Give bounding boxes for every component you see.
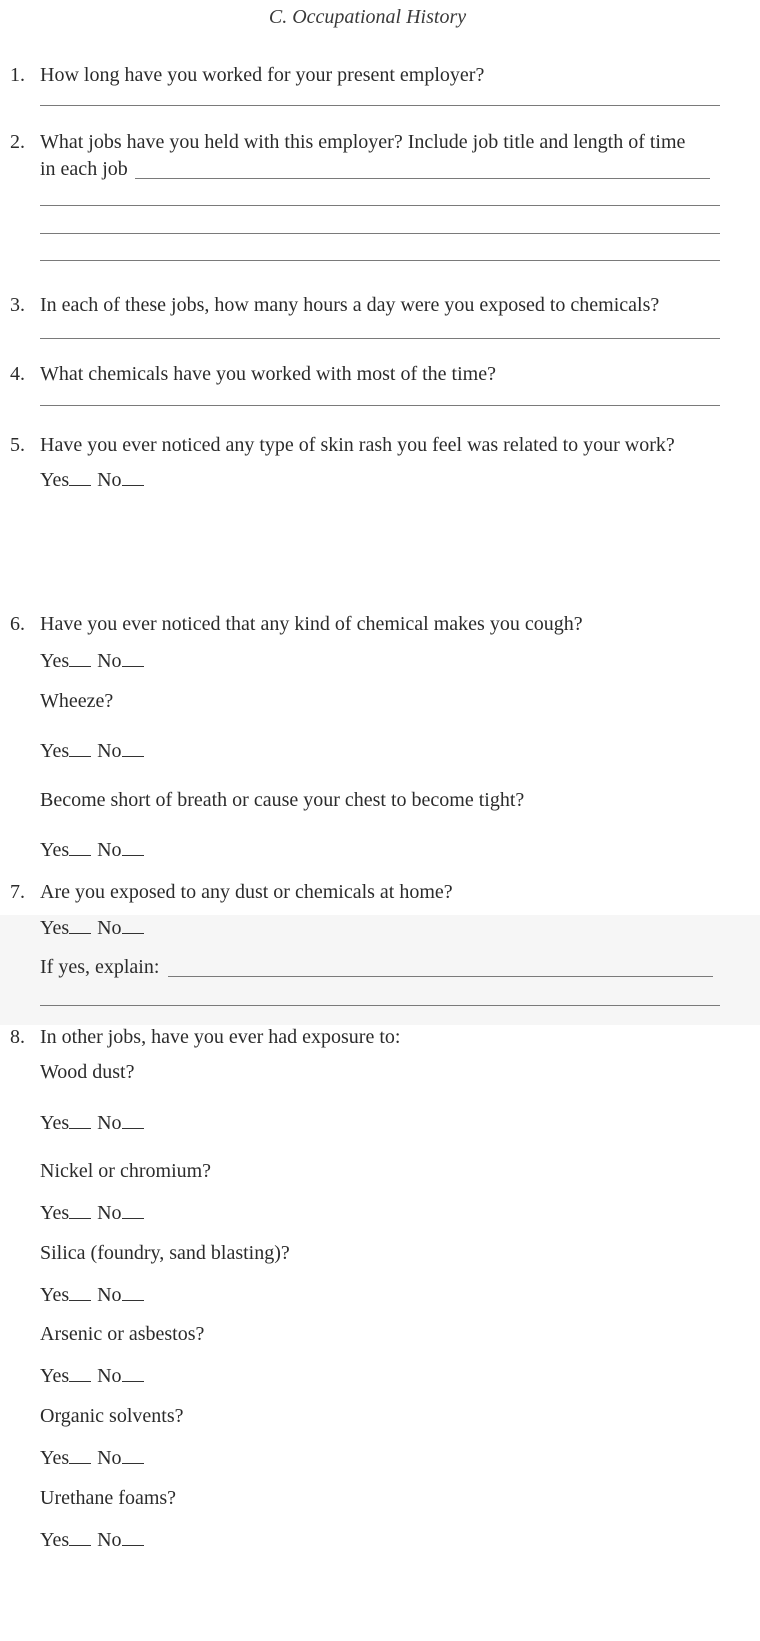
yes-no-field[interactable]: Yes No [40,837,144,862]
question-text: What jobs have you held with this employer? Include job title and length of time [40,131,686,153]
sub-question: Nickel or chromium? [40,1160,212,1182]
answer-line[interactable] [40,260,720,261]
sub-question: Organic solvents? [40,1405,184,1427]
question-number: 8. [10,1026,25,1048]
question-number: 3. [10,294,25,316]
question-text-cont: in each job [40,158,128,180]
section-title: C. Occupational History [268,6,467,28]
sub-question: Silica (foundry, sand blasting)? [40,1242,290,1264]
yes-no-field[interactable]: Yes No [40,1363,144,1388]
yes-no-field[interactable]: Yes No [40,1282,144,1307]
sub-question: Wood dust? [40,1061,135,1083]
yes-no-field[interactable]: Yes No [40,915,144,940]
yes-no-field[interactable]: Yes No [40,648,144,673]
sub-question: Arsenic or asbestos? [40,1323,205,1345]
answer-line[interactable] [40,1005,720,1006]
answer-line[interactable] [40,105,720,106]
yes-no-field[interactable]: Yes No [40,1527,144,1552]
question-text: Have you ever noticed any type of skin rash you feel was related to your work? [40,434,675,456]
yes-no-field[interactable]: Yes No [40,1445,144,1470]
sub-question: Urethane foams? [40,1487,177,1509]
question-text: In other jobs, have you ever had exposure to: [40,1026,401,1048]
answer-line[interactable] [40,205,720,206]
question-number: 5. [10,434,25,456]
question-number: 1. [10,64,25,86]
question-text: In each of these jobs, how many hours a day were you exposed to chemicals? [40,294,660,316]
explain-label: If yes, explain: [40,956,160,978]
yes-no-field[interactable]: Yes No [40,1110,144,1135]
question-text: Have you ever noticed that any kind of chemical makes you cough? [40,613,583,635]
question-text: Are you exposed to any dust or chemicals at home? [40,881,453,903]
sub-question: Wheeze? [40,690,114,712]
question-text: How long have you worked for your present employer? [40,64,485,86]
question-text: What chemicals have you worked with most of the time? [40,363,496,385]
yes-no-field[interactable]: Yes No [40,1200,144,1225]
question-number: 2. [10,131,25,153]
answer-line[interactable] [40,233,720,234]
question-number: 7. [10,881,25,903]
answer-line[interactable] [40,405,720,406]
question-number: 6. [10,613,25,635]
sub-question: Become short of breath or cause your chest to become tight? [40,789,525,811]
yes-no-field[interactable]: Yes No [40,467,144,492]
answer-line[interactable] [135,178,710,179]
yes-no-field[interactable]: Yes No [40,738,144,763]
question-number: 4. [10,363,25,385]
answer-line[interactable] [40,338,720,339]
answer-line[interactable] [168,976,713,977]
